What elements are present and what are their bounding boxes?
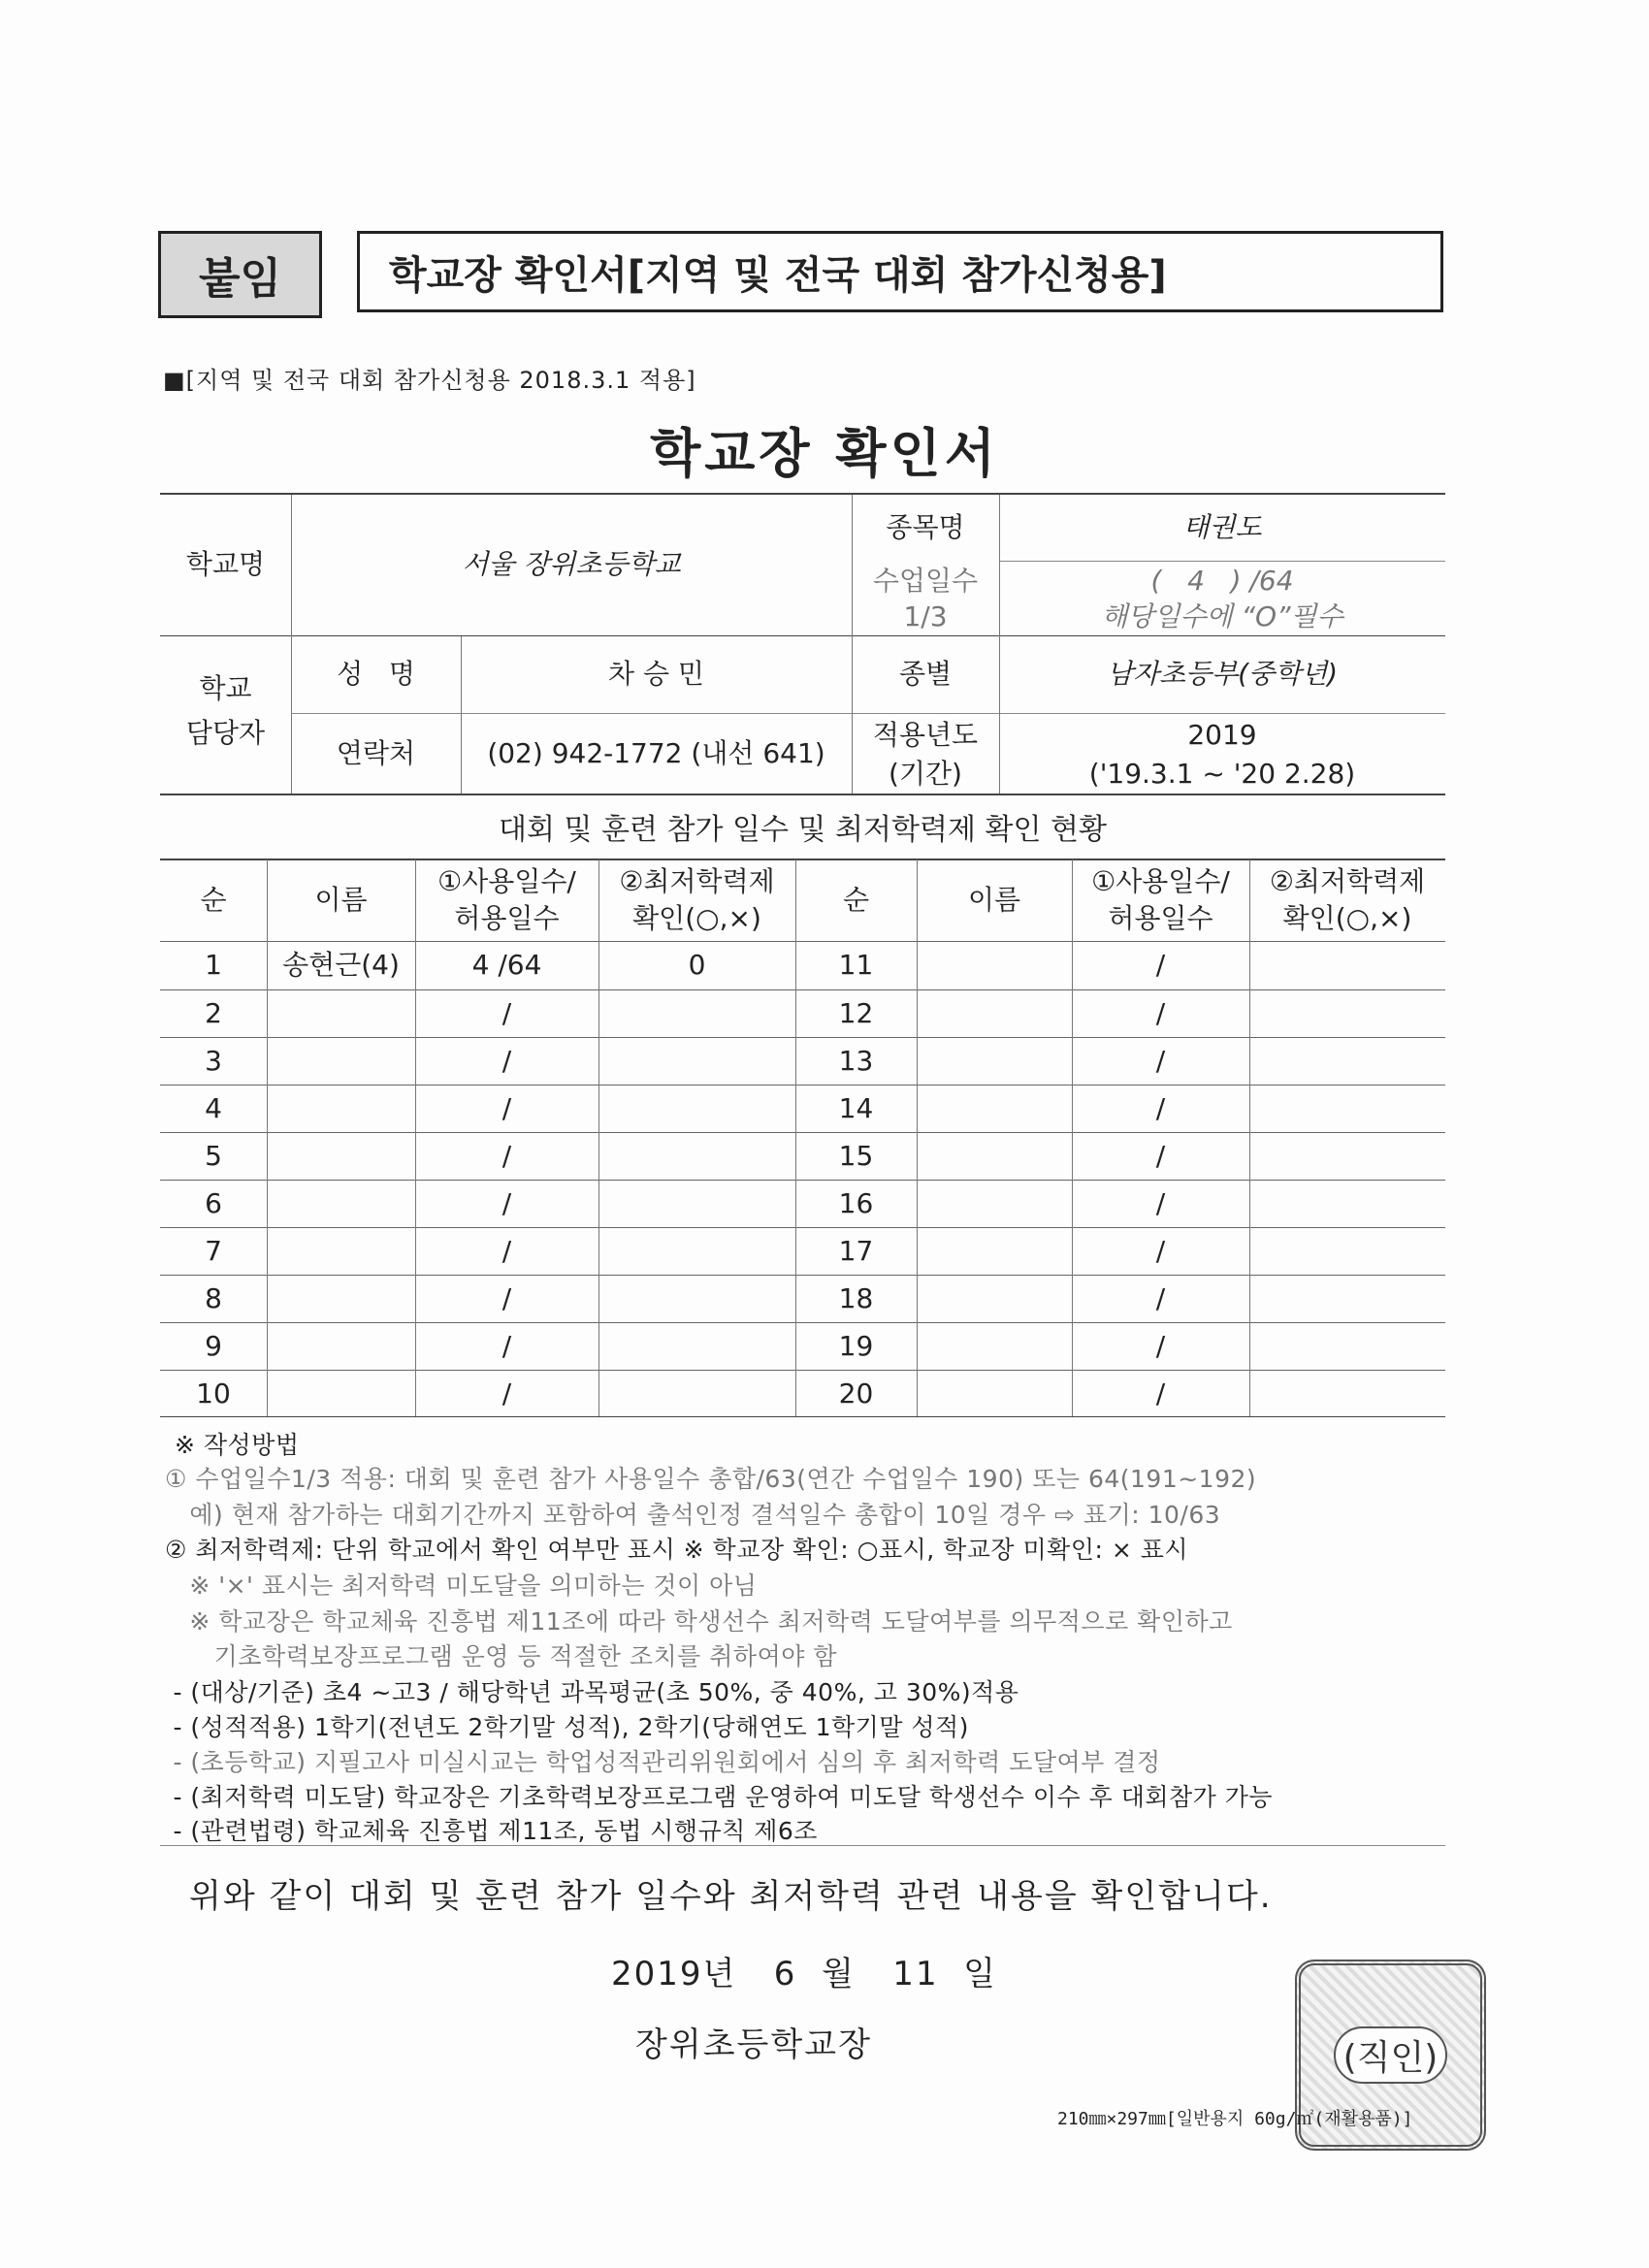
row-used-days-right: / xyxy=(1155,1281,1166,1314)
row-used-days-right: / xyxy=(1155,1091,1166,1124)
row-number: 7 xyxy=(205,1234,222,1267)
staff-name-label: 성 명 xyxy=(337,658,415,691)
row-number: 5 xyxy=(205,1139,222,1172)
row-number: 9 xyxy=(205,1329,222,1362)
row-number-right: 15 xyxy=(838,1139,874,1172)
method-line: - (대상/기준) 초4 ~고3 / 해당학년 과목평균(초 50%, 중 40%, 고 30%)적용 xyxy=(165,1678,1019,1706)
row-number-right: 19 xyxy=(838,1329,874,1362)
row-number: 1 xyxy=(205,948,222,981)
row-number-right: 12 xyxy=(838,996,874,1029)
school-name-label: 학교명 xyxy=(185,548,266,581)
row-number: 8 xyxy=(205,1281,222,1314)
row-used-days: / xyxy=(501,1091,512,1124)
row-number-right: 17 xyxy=(838,1234,874,1267)
header-days-1-right: ①사용일수/ xyxy=(1091,864,1230,897)
row-number-right: 13 xyxy=(838,1044,874,1077)
school-days-hint: 해당일수에 “O”필수 xyxy=(1101,599,1343,632)
sport-value: 태권도 xyxy=(1182,510,1262,543)
school-days-label: 수업일수 xyxy=(872,564,979,597)
paper-spec-note: 210㎜×297㎜[일반용지 60g/㎡(재활용품)] xyxy=(1057,2109,1413,2129)
row-academic-check xyxy=(598,990,795,1037)
row-number-right: 11 xyxy=(838,948,874,981)
row-used-days-right: / xyxy=(1155,1377,1166,1409)
confirm-date: 2019년 6 월 11 일 xyxy=(611,1955,998,1993)
staff-name-value: 차 승 민 xyxy=(608,658,704,691)
method-line: - (성적적용) 1학기(전년도 2학기말 성적), 2학기(당해연도 1학기말 성적) xyxy=(165,1713,969,1741)
row-athlete-name xyxy=(267,1323,415,1370)
row-number-right: 18 xyxy=(838,1281,874,1314)
header-days-1: ①사용일수/ xyxy=(437,864,576,897)
header-name-right: 이름 xyxy=(967,883,1021,916)
method-line: ※ '×' 표시는 최저학력 미도달을 의미하는 것이 아님 xyxy=(165,1571,758,1600)
row-used-days-right: / xyxy=(1155,1234,1166,1267)
row-used-days-right: / xyxy=(1155,996,1166,1029)
row-athlete-name xyxy=(267,1085,415,1132)
row-used-days: / xyxy=(501,1139,512,1172)
seal-text: (직인) xyxy=(1334,2026,1448,2084)
header-no-right: 순 xyxy=(842,883,870,916)
contact-value: (02) 942-1772 (내선 641) xyxy=(487,736,825,769)
attachment-badge: 붙임 xyxy=(158,231,322,318)
row-number: 10 xyxy=(196,1377,231,1409)
staff-label-2: 담당자 xyxy=(185,716,266,749)
row-athlete-name: 송현근(4) xyxy=(282,948,400,981)
row-used-days: 4 /64 xyxy=(471,948,542,981)
header-no: 순 xyxy=(200,883,227,916)
row-used-days: / xyxy=(501,996,512,1029)
row-academic-check xyxy=(598,1038,795,1085)
category-label: 종별 xyxy=(898,658,953,691)
row-athlete-name xyxy=(267,1276,415,1322)
method-line: - (관련법령) 학교체육 진흥법 제11조, 동법 시행규칙 제6조 xyxy=(165,1817,818,1845)
method-line: - (초등학교) 지필고사 미실시교는 학업성적관리위원회에서 심의 후 최저학력 도달여부 결정 xyxy=(165,1748,1161,1776)
staff-label-1: 학교 xyxy=(199,671,252,704)
row-athlete-name xyxy=(267,990,415,1037)
period-value: ('19.3.1 ~ '20 2.28) xyxy=(1088,757,1356,790)
row-used-days: / xyxy=(501,1377,512,1409)
form-note: ■[지역 및 전국 대회 참가신청용 2018.3.1 적용] xyxy=(163,367,696,394)
row-number-right: 14 xyxy=(838,1091,874,1124)
row-used-days-right: / xyxy=(1155,1329,1166,1362)
row-athlete-name xyxy=(267,1181,415,1227)
category-value: 남자초등부(중학년) xyxy=(1106,658,1339,691)
row-athlete-name xyxy=(267,1228,415,1275)
confirm-statement: 위와 같이 대회 및 훈련 참가 일수와 최저학력 관련 내용을 확인합니다. xyxy=(189,1877,1273,1916)
year-label-2: (기간) xyxy=(889,757,962,790)
document-title: 학교장 확인서 xyxy=(650,423,999,484)
row-academic-check xyxy=(598,1323,795,1370)
row-used-days: / xyxy=(501,1329,512,1362)
method-title: ※ 작성방법 xyxy=(175,1431,300,1459)
year-value: 2019 xyxy=(1187,718,1257,751)
method-line: ※ 학교장은 학교체육 진흥법 제11조에 따라 학생선수 최저학력 도달여부를 의무적으로 확인하고 xyxy=(165,1607,1233,1636)
school-name-value: 서울 장위초등학교 xyxy=(462,548,681,581)
row-used-days: / xyxy=(501,1186,512,1219)
header-name: 이름 xyxy=(314,883,368,916)
header-days-2: 허용일수 xyxy=(454,901,560,934)
signer-name: 장위초등학교장 xyxy=(635,2025,872,2064)
row-number-right: 16 xyxy=(838,1186,874,1219)
school-days-ratio: 1/3 xyxy=(903,599,948,632)
row-athlete-name xyxy=(267,1133,415,1180)
method-line: ① 수업일수1/3 적용: 대회 및 훈련 참가 사용일수 총합/63(연간 수업일수 190) 또는 64(191~192) xyxy=(165,1465,1257,1493)
row-used-days: / xyxy=(501,1234,512,1267)
method-line: 예) 현재 참가하는 대회기간까지 포함하여 출석인정 결석일수 총합이 10일 경우 ⇨ 표기: 10/63 xyxy=(165,1501,1221,1529)
header-days-2-right: 허용일수 xyxy=(1108,901,1213,934)
row-used-days: / xyxy=(501,1281,512,1314)
row-academic-check xyxy=(598,1371,795,1417)
row-used-days-right: / xyxy=(1155,1186,1166,1219)
header-acad-2: 확인(○,×) xyxy=(632,901,761,934)
contact-label: 연락처 xyxy=(336,736,416,769)
attachment-title: 학교장 확인서[지역 및 전국 대회 참가신청용] xyxy=(357,231,1443,312)
row-academic-check: 0 xyxy=(688,948,706,981)
row-number: 2 xyxy=(205,996,222,1029)
header-acad-1: ②최저학력제 xyxy=(619,864,775,897)
row-used-days-right: / xyxy=(1155,1044,1166,1077)
row-used-days: / xyxy=(501,1044,512,1077)
method-line: - (최저학력 미도달) 학교장은 기초학력보장프로그램 운영하여 미도달 학생선수 이수 후 대회참가 가능 xyxy=(165,1783,1274,1811)
row-academic-check xyxy=(598,1228,795,1275)
row-used-days-right: / xyxy=(1155,948,1166,981)
row-academic-check xyxy=(598,1085,795,1132)
sport-label: 종목명 xyxy=(886,510,965,543)
header-acad-1-right: ②최저학력제 xyxy=(1269,864,1426,897)
school-days-value: ( 4 ) /64 xyxy=(1150,564,1294,597)
header-acad-2-right: 확인(○,×) xyxy=(1282,901,1412,934)
row-academic-check xyxy=(598,1133,795,1180)
row-athlete-name xyxy=(267,1371,415,1417)
method-line: ② 최저학력제: 단위 학교에서 확인 여부만 표시 ※ 학교장 확인: ○표시, 학교장 미확인: × 표시 xyxy=(165,1536,1189,1564)
row-academic-check xyxy=(598,1181,795,1227)
row-number-right: 20 xyxy=(838,1377,874,1409)
row-number: 3 xyxy=(205,1044,222,1077)
row-used-days-right: / xyxy=(1155,1139,1166,1172)
row-academic-check xyxy=(598,1276,795,1322)
row-athlete-name xyxy=(267,1038,415,1085)
row-number: 6 xyxy=(205,1186,222,1219)
status-title: 대회 및 훈련 참가 일수 및 최저학력제 확인 현황 xyxy=(499,812,1107,847)
method-line: 기초학력보장프로그램 운영 등 적절한 조치를 취하여야 함 xyxy=(165,1642,837,1670)
row-number: 4 xyxy=(205,1091,222,1124)
year-label-1: 적용년도 xyxy=(872,718,979,751)
